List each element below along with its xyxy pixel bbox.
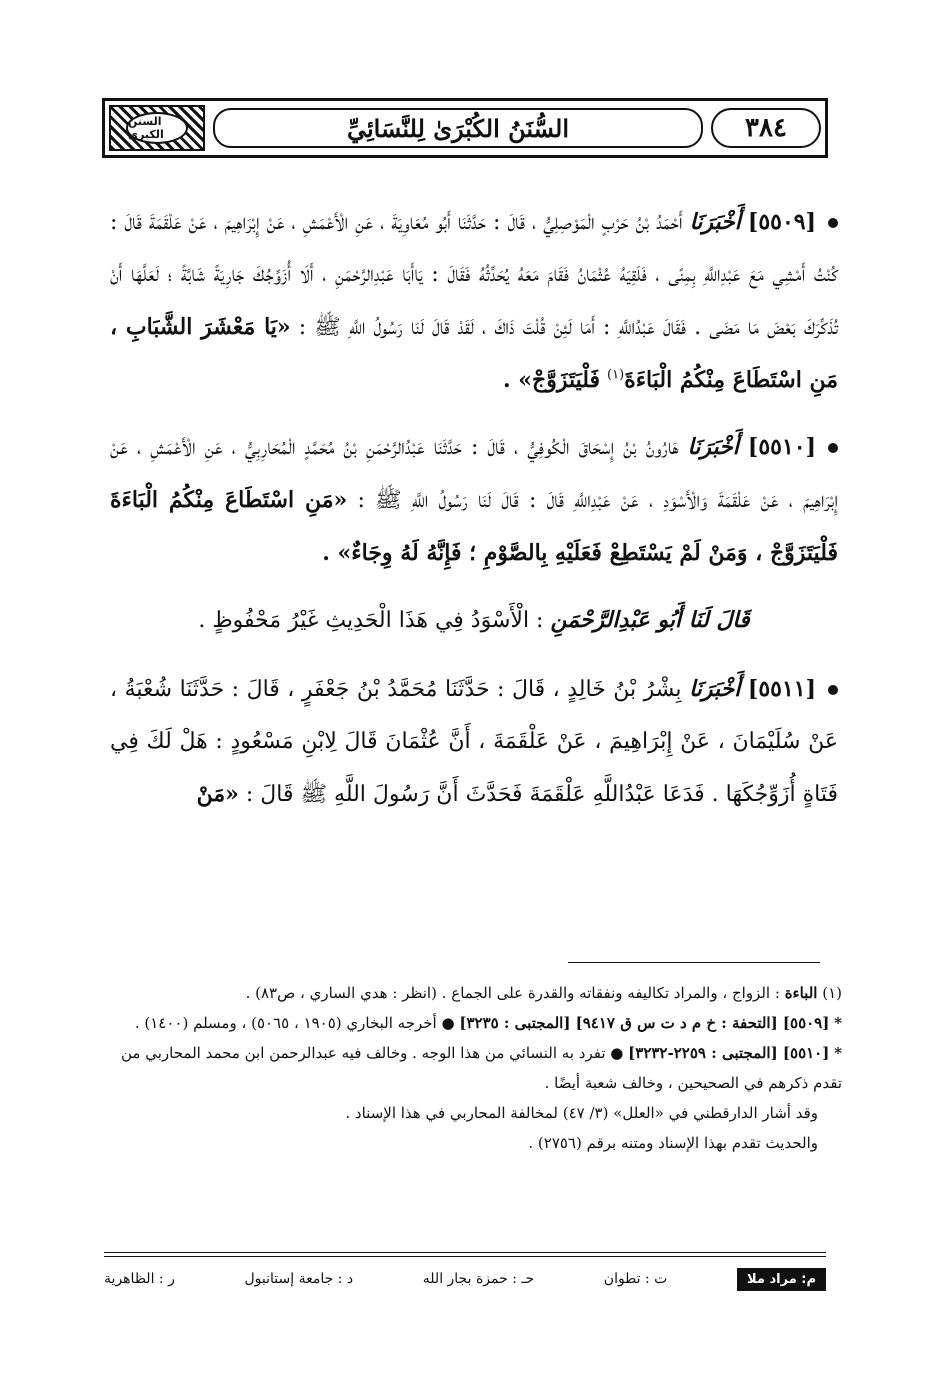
footnote-1-term: الباءة [784,984,818,1002]
manuscript-m: م: مراد ملا [737,1268,826,1291]
hadith-quote: «مَنِ اسْتَطَاعَ مِنْكُمُ الْبَاءَةَ فَلْيَتَزَوَّجْ ، وَمَنْ لَمْ يَسْتَطِعْ فَعَلَيْهِ بِالصَّوْمِ ؛ فَإِنَّهُ لَهُ وِجَاءٌ» . [110,487,838,566]
footnote-1-marker: (١) [822,984,842,1002]
hadith-text: أَحْمَدُ بْنُ حَرْبٍ الْمَوْصِلِيُّ ، قَالَ : حَدَّثَنَا أَبُو مُعَاوِيَةَ ، عَنِ الْأَعْمَشِ ، عَنْ إِبْرَاهِيمَ ، عَنْ عَلْقَمَةَ قَالَ : كُنْتُ أَمْشِي مَعَ عَبْدِاللَّهِ بِمِنًى ، فَلَقِيَهُ عُثْمَانُ فَقَامَ مَعَهُ يُحَدِّثُهُ فَقَالَ : يَاأَبَا عَبْدِالرَّحْمَنِ ، أَلَا أُزَوِّجُكَ جَارِيَةً شَابَّةً ؛ لَعَلَّهَا أَنْ تُذَكِّرَكَ بَعْضَ مَا مَضَى . فَقَالَ عَبْدُاللَّهِ : أَمَا لَئِنْ قُلْتَ ذَاكَ ، لَقَدْ قَالَ لَنَا رَسُولُ اللَّهِ ﷺ : [109,210,838,340]
footnote-divider [568,962,820,963]
author-note [110,594,838,647]
manuscript-h: حـ : حمزة بجار الله [422,1271,535,1287]
manuscript-bar [104,1264,826,1294]
bullet-icon [828,218,838,228]
note-5510-text: ● تفرد به النسائي من هذا الوجه . وخالف فيه عبدالرحمن ابن محمد المحاربي من تقدم ذكرهم في الصحيحين ، وخالف شعبة أيضًا . [121,1044,842,1092]
footnote-marker[interactable]: (١) [607,367,625,383]
page-number: ٣٨٤ [711,108,821,148]
hadith-number: [٥٥١٠] [747,434,816,460]
hadith-quote: «مَنْ [196,781,239,807]
bottom-rule [104,1252,826,1253]
note-5509-text: ● أخرجه البخاري (١٩٠٥ ، ٥٠٦٥) ، ومسلم (١٤٠٠) . [134,1014,455,1032]
hadith-number: [٥٥١١] [747,676,816,702]
hadith-text: هَارُونُ بْنُ إِسْحَاقَ الْكُوفِيُّ ، قَالَ : حَدَّثَنَا عَبْدُالرَّحْمَنِ بْنُ مُحَمَّدٍ الْمُحَارِبِيُّ ، عَنِ الْأَعْمَشِ ، عَنْ إِبْرَاهِيمَ ، عَنْ عَلْقَمَةَ وَالْأَسْوَدِ ، عَنْ عَبْدِاللَّهِ قَالَ : قَالَ لَنَا رَسُولُ اللَّهِ ﷺ : [110,435,838,513]
note-5510-ref: [٥٥١٠] [المجتبى : ٢٢٥٩-٣٢٣٢] [628,1044,830,1062]
author-note-text: : الْأَسْوَدُ فِي هَذَا الْحَدِيثِ غَيْرُ مَحْفُوظٍ . [198,608,544,633]
hadith-quote-end: فَلْيَتَزَوَّجْ» . [502,367,601,393]
note-5510-line3: والحديث تقدم بهذا الإسناد ومتنه برقم (٢٧٥٦) . [528,1134,818,1152]
hadith-5510 [110,421,838,580]
note-5509-ref: [٥٥٠٩] [التحفة : خ م د ت س ق ٩٤١٧] [المجتبى : ٣٢٣٥] [459,1014,830,1032]
manuscript-r: ر : الظاهرية [104,1271,175,1287]
hadith-quote: «يَا مَعْشَرَ الشَّبَابِ ، مَنِ اسْتَطَاعَ مِنْكُمُ الْبَاءَةَ [110,314,838,393]
bottom-rule-second [104,1256,826,1257]
author-note-lead: قَالَ لَنَا أَبُو عَبْدِالرَّحْمَنِ [550,607,750,633]
left-ornament [109,105,205,151]
footnote-1-text: : الزواج ، والمراد تكاليفه ونفقاته والقدرة على الجماع . (انظر : هدي الساري ، ص٨٣) . [245,984,780,1002]
hadith-lead: أَخْبَرَنَا [687,434,739,460]
hadith-5509 [110,196,838,407]
note-star: * [834,1014,842,1032]
manuscript-t: ت : تطوان [603,1271,668,1287]
note-5509 [104,1008,842,1038]
hadith-5511 [110,663,838,821]
hadith-lead: أَخْبَرَنَا [689,676,741,702]
book-title: السُّنَنُ الكُبْرَىٰ لِلنَّسَائِيِّ [213,108,703,148]
note-5510 [104,1038,842,1098]
note-5510-line2: وقد أشار الدارقطني في «العلل» (٣/ ٤٧) لمخالفة المحاربي في هذا الإسناد . [345,1104,818,1122]
footnote-1 [104,978,842,1008]
bullet-icon [828,443,838,453]
note-star: * [834,1044,842,1062]
main-text [110,196,838,835]
manuscript-d: د : جامعة إستانبول [244,1271,354,1287]
ornament-label: السنن الكبرى [126,112,188,144]
page-header [102,98,828,158]
footnotes [104,978,842,1158]
hadith-number: [٥٥٠٩] [747,209,816,235]
hadith-lead: أَخْبَرَنَا [689,209,741,235]
bullet-icon [828,685,838,695]
hadith-text: بِشْرُ بْنُ خَالِدٍ ، قَالَ : حَدَّثَنَا مُحَمَّدُ بْنُ جَعْفَرٍ ، قَالَ : حَدَّثَنَا شُعْبَةُ ، عَنْ سُلَيْمَانَ ، عَنْ إِبْرَاهِيمَ ، عَنْ عَلْقَمَةَ ، أَنَّ عُثْمَانَ قَالَ لِابْنِ مَسْعُودٍ : هَلْ لَكَ فِي فَتَاةٍ أُزَوِّجُكَهَا . فَدَعَا عَبْدُاللَّهِ عَلْقَمَةَ فَحَدَّثَ أَنَّ رَسُولَ اللَّهِ ﷺ قَالَ : [110,677,838,807]
